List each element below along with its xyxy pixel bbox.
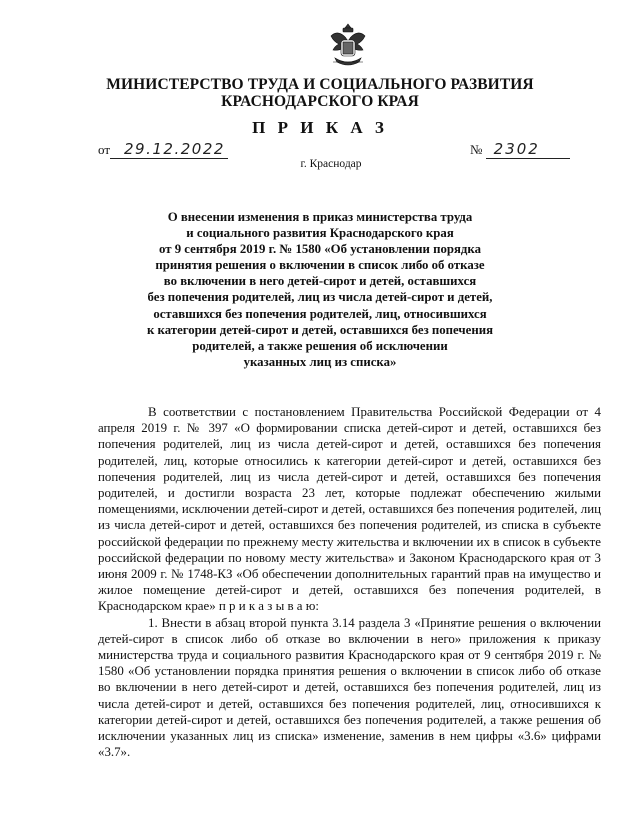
city: г. Краснодар: [300, 158, 362, 170]
document-body: [98, 404, 601, 760]
number-prefix: №: [470, 142, 483, 157]
title-line: родителей, а также решения об исключении: [192, 338, 448, 353]
title-line: и социального развития Краснодарского края: [186, 226, 454, 241]
title-line: во включении в него детей-сирот и детей, оставшихся: [163, 274, 477, 289]
title-line: принятия решения о включении в список либо об отказе: [155, 258, 485, 273]
title-line: О внесении изменения в приказ министерства труда: [167, 210, 473, 224]
document-type-heading: П Р И К А З: [252, 118, 388, 137]
body-paragraph-preamble: В соответствии с постановлением Правительства Российской Федерации от 4 апреля 2019 г. № 397 «О формировании списка детей-сирот и детей, оставшихся без попечения родителей, лиц из числа детей-сирот и детей, оставшихся без попечения родителей, лиц, которые относились к категории детей-сирот и детей, оставшихся без попечения родителей, лиц из числа детей-сирот и детей, оставшихся без попечения родителей, и достигли возраста 23 лет, которые подлежат обеспечению жилыми помещениями, исключении детей-сирот и детей, оставшихся без попечения родителей, лиц из числа детей-сирот и детей, оставшихся без попечения родителей, из списка в субъекте российской федерации по прежнему месту жительства и включении их в список в субъекте российской федерации по новому месту жительства» и Законом Краснодарского края от 3 июня 2009 г. № 1748-КЗ «Об обеспечении дополнительных гарантий прав на имущество и жилое помещение детей-сирот и детей, оставшихся без попечения родителей, в Краснодарском крае» п р и к а з ы в а ю:: [98, 405, 601, 614]
ministry-name: [0, 76, 640, 110]
document-title: [110, 209, 530, 370]
title-line: без попечения родителей, лиц из числа детей-сирот и детей,: [147, 290, 493, 305]
date-prefix: от: [98, 142, 111, 157]
coat-of-arms-icon: [327, 22, 369, 68]
number-field: [470, 140, 570, 159]
body-paragraph-item-1: 1. Внести в абзац второй пункта 3.14 раздела 3 «Принятие решения о включении детей-сирот в список либо об отказе во включении в него» приложения к приказу министерства труда и социального развития Краснодарского края от 9 сентября 2019 г. № 1580 «Об установлении порядка принятия решения о включении в список либо об отказе во включении в него детей-сирот и детей, оставшихся без попечения родителей, лиц из числа детей-сирот и детей, оставшихся без попечения родителей, лиц, относившихся к категории детей-сирот и детей, оставшихся без попечения родителей, а также решения об исключении указанных лиц из списка» изменение, заменив в нем цифры «3.6» цифрами «3.7».: [98, 615, 601, 760]
ministry-name-line2: КРАСНОДАРСКОГО КРАЯ: [221, 93, 419, 110]
title-line: от 9 сентября 2019 г. № 1580 «Об установлении порядка: [158, 242, 481, 257]
title-line: к категории детей-сирот и детей, оставшихся без попечения: [146, 322, 493, 337]
handwritten-date: 29.12.2022: [110, 140, 228, 159]
date-field: [98, 140, 228, 159]
handwritten-number: 2302: [486, 140, 570, 159]
title-line: указанных лиц из списка»: [243, 354, 397, 369]
title-line: оставшихся без попечения родителей, лиц, относившихся: [153, 306, 487, 321]
ministry-name-line1: МИНИСТЕРСТВО ТРУДА И СОЦИАЛЬНОГО РАЗВИТИЯ: [106, 76, 534, 93]
